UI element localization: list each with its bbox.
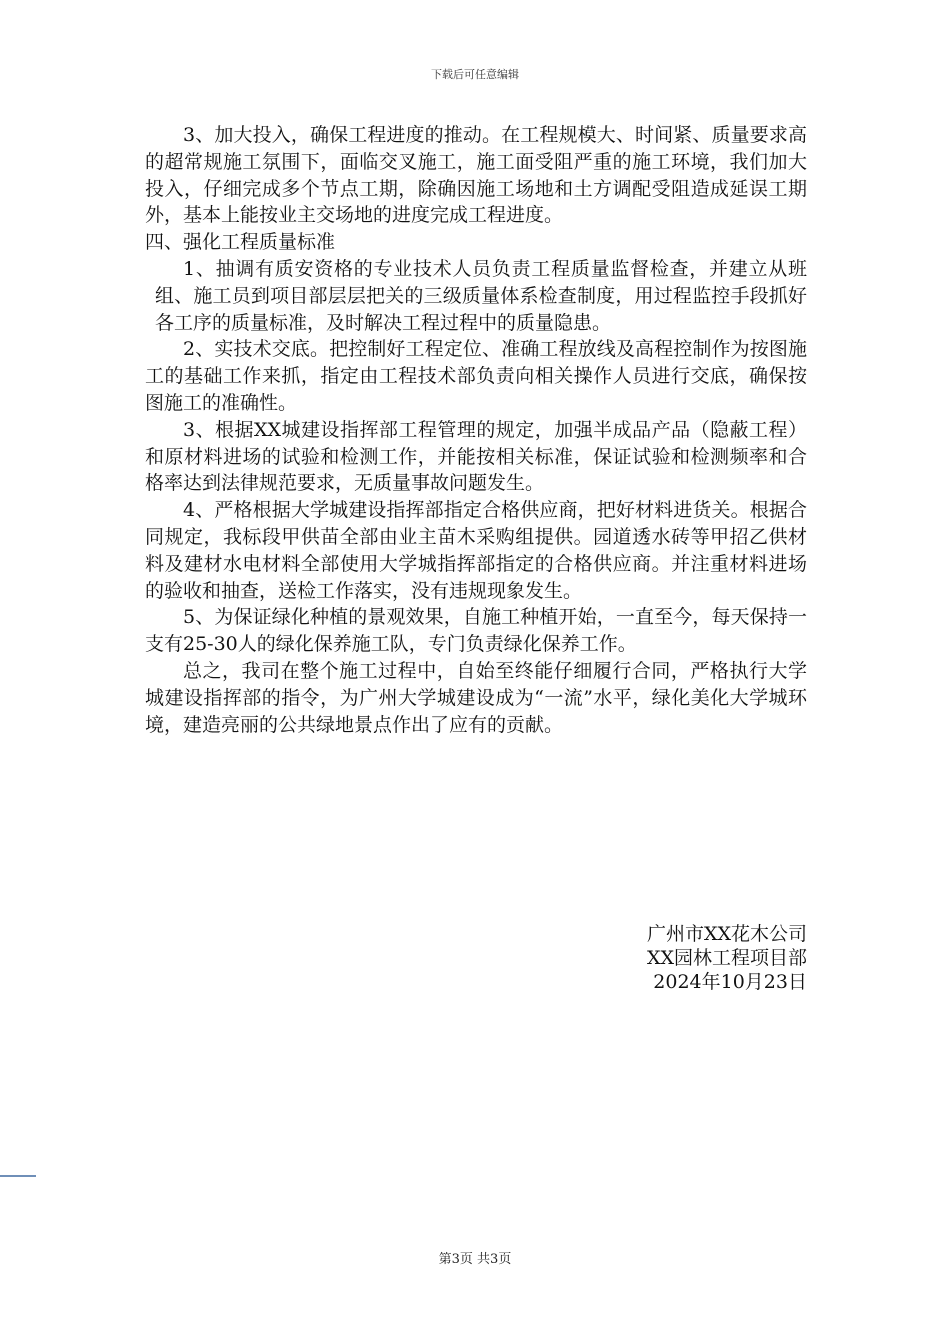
paragraph-material-testing: 3、根据XX城建设指挥部工程管理的规定，加强半成品产品（隐蔽工程）和原材料进场的试验和检测工作，并能按相关标准，保证试验和检测频率和合格率达到法律规范要求，无质量事故问题发生。 [145,418,807,495]
signature-department: XX园林工程项目部 [646,947,807,969]
paragraph-supplier-control: 4、严格根据大学城建设指挥部指定合格供应商，把好材料进货关。根据合同规定，我标段甲供苗全部由业主苗木采购组提供。园道透水砖等甲招乙供材料及建材水电材料全部使用大学城指挥部指定的合格供应商。并注重材料进场的验收和抽查，送检工作落实，没有违规现象发生。 [145,499,807,602]
signature-date: 2024年10月23日 [653,971,807,993]
signature-company: 广州市XX花木公司 [646,923,807,945]
paragraph-progress-investment: 3、加大投入，确保工程进度的推动。在工程规模大、时间紧、质量要求高的超常规施工氛围下，面临交叉施工，施工面受阻严重的施工环境，我们加大投入，仔细完成多个节点工期，除确因施工场地和土方调配受阻造成延误工期外，基本上能按业主交场地的进度完成工程进度。 [145,124,807,227]
paragraph-green-maintenance: 5、为保证绿化种植的景观效果，自施工种植开始，一直至今，每天保持一支有25-30人的绿化保养施工队，专门负责绿化保养工作。 [145,606,807,656]
margin-mark [0,1175,36,1177]
page-header-note: 下载后可任意编辑 [431,68,519,81]
signature-block [647,922,807,994]
paragraph-quality-inspection: 1、抽调有质安资格的专业技术人员负责工程质量监督检查，并建立从班组、施工员到项目部层层把关的三级质量体系检查制度，用过程监控手段抓好各工序的质量标准，及时解决工程过程中的质量隐患。 [155,257,807,334]
page-footer-number: 第3页 共3页 [438,1252,512,1267]
paragraph-summary: 总之，我司在整个施工过程中，自始至终能仔细履行合同，严格执行大学城建设指挥部的指令，为广州大学城建设成为“一流”水平，绿化美化大学城环境，建造亮丽的公共绿地景点作出了应有的贡献。 [145,659,807,736]
document-body [145,122,807,738]
paragraph-technical-briefing: 2、实技术交底。把控制好工程定位、准确工程放线及高程控制作为按图施工的基础工作来抓，指定由工程技术部负责向相关操作人员进行交底，确保按图施工的准确性。 [145,338,807,414]
section-heading-quality: 四、强化工程质量标准 [145,231,336,254]
